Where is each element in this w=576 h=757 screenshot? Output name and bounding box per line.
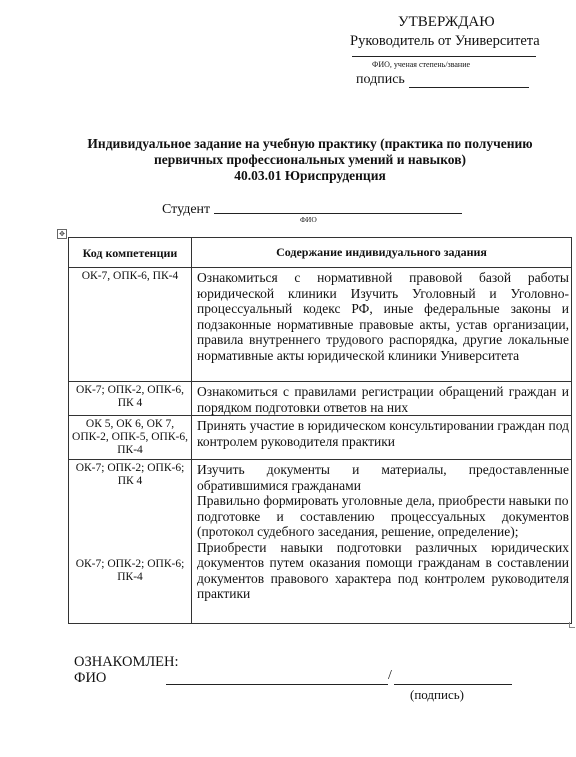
competence-code-cell: ОК 5, ОК 6, ОК 7, ОПК-2, ОПК-5, ОПК-6, ПК-4: [69, 416, 192, 460]
approval-title: УТВЕРЖДАЮ: [398, 14, 495, 30]
approval-position: Руководитель от Университета: [350, 33, 540, 49]
task-content-cell: Принять участие в юридическом консультировании граждан под контролем руководителя практики: [192, 416, 572, 460]
table-row: [69, 460, 572, 624]
acknowledgment-sign-line: [394, 684, 512, 685]
approval-sign-label: подпись: [356, 72, 405, 87]
approval-fio-note: ФИО, ученая степень/звание: [372, 60, 471, 69]
competence-code-bottom: ОК-7; ОПК-2; ОПК-6; ПК-4: [75, 558, 185, 583]
task-content-cell: [192, 460, 572, 624]
acknowledgment-title: ОЗНАКОМЛЕН:: [74, 654, 179, 670]
student-label: Студент: [162, 202, 211, 217]
acknowledgment-fio-line: [166, 684, 388, 685]
student-name-line: [214, 213, 462, 214]
task-content-cell: Ознакомиться с правилами регистрации обращений граждан и порядком подготовки ответов на них: [192, 382, 572, 416]
task-line: Правильно формировать уголовные дела, приобрести навыки по: [197, 493, 569, 508]
acknowledgment-fio-label: ФИО: [74, 670, 107, 686]
table-row: [69, 416, 572, 460]
acknowledgment-slash: /: [388, 668, 392, 683]
approval-signature-line: [352, 56, 536, 57]
table-row: [69, 268, 572, 382]
approval-sign-row: [356, 72, 529, 88]
table-move-handle-icon[interactable]: ✥: [57, 229, 67, 239]
task-content-cell: Ознакомиться с нормативной правовой базой работы юридической клиники Изучить Уголовный и Уголовно-процессуальный кодекс РФ, иные федеральные законы и подзаконные нормативные правовые акты, устав организации, правила внутреннего трудового распорядка, другие локальные нормативные акты юридической клиники Университета: [192, 268, 572, 382]
task-line: подготовке и составлению процессуальных документов (протокол судебного заседания, решение, определение);: [197, 508, 569, 539]
acknowledgment-sign-note: (подпись): [410, 687, 464, 702]
task-line: Изучить документы и материалы, предоставленные обратившимися гражданами: [197, 462, 569, 493]
header-competence-code: Код компетенции: [69, 238, 192, 268]
competence-code-top: ОК-7; ОПК-2; ОПК-6; ПК 4: [75, 462, 185, 487]
competence-code-cell: ОК-7, ОПК-6, ПК-4: [69, 268, 192, 382]
competence-code-cell: [69, 460, 192, 624]
heading-line-2: первичных профессиональных умений и навыков): [153, 152, 467, 167]
header-task-content: Содержание индивидуального задания: [192, 238, 572, 268]
task-line: Приобрести навыки подготовки различных юридических документов путем оказания помощи гражданам в составлении документов правового характера под контролем руководителя практики: [197, 539, 569, 601]
approval-sign-line: [409, 73, 529, 88]
competence-code-cell: ОК-7; ОПК-2, ОПК-6, ПК 4: [69, 382, 192, 416]
table-resize-handle-icon[interactable]: [569, 622, 575, 628]
table-row: [69, 382, 572, 416]
heading-line-3: 40.03.01 Юриспруденция: [234, 168, 386, 183]
student-fio-note: ФИО: [300, 215, 317, 224]
tasks-table: [68, 237, 572, 624]
table-header-row: [69, 238, 572, 268]
heading-line-1: Индивидуальное задание на учебную практику (практика по получению: [87, 136, 533, 151]
